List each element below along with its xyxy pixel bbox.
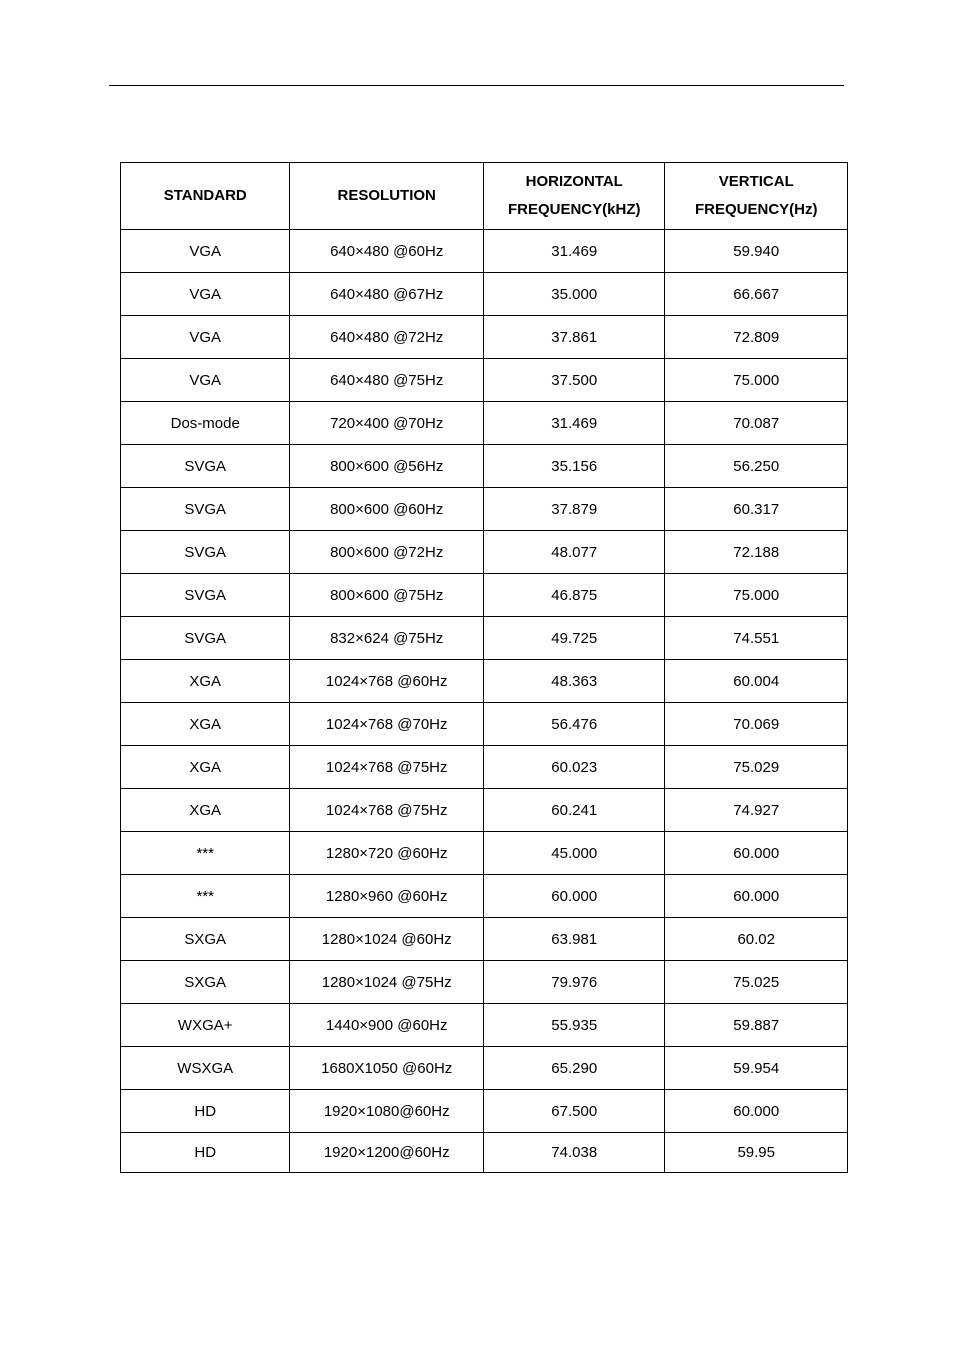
cell-standard: SVGA [121,531,290,574]
cell-vertical-frequency: 72.809 [665,316,848,359]
cell-horizontal-frequency: 60.241 [483,789,664,832]
cell-horizontal-frequency: 31.469 [483,402,664,445]
cell-vertical-frequency: 56.250 [665,445,848,488]
cell-vertical-frequency: 72.188 [665,531,848,574]
cell-resolution: 1024×768 @75Hz [290,789,484,832]
cell-resolution: 640×480 @75Hz [290,359,484,402]
cell-resolution: 1280×720 @60Hz [290,832,484,875]
table-body [121,230,848,1173]
cell-standard: VGA [121,316,290,359]
header-rule [109,85,844,86]
header-vertical-frequency: VERTICAL FREQUENCY(Hz) [665,163,848,230]
cell-standard: SVGA [121,488,290,531]
table-row [121,746,848,789]
cell-horizontal-frequency: 55.935 [483,1004,664,1047]
table-row [121,1047,848,1090]
cell-horizontal-frequency: 35.156 [483,445,664,488]
cell-standard: VGA [121,273,290,316]
cell-vertical-frequency: 75.029 [665,746,848,789]
cell-vertical-frequency: 74.927 [665,789,848,832]
cell-horizontal-frequency: 79.976 [483,961,664,1004]
cell-horizontal-frequency: 48.363 [483,660,664,703]
cell-resolution: 1680X1050 @60Hz [290,1047,484,1090]
cell-horizontal-frequency: 56.476 [483,703,664,746]
table-row [121,1090,848,1133]
cell-horizontal-frequency: 31.469 [483,230,664,273]
cell-vertical-frequency: 75.000 [665,574,848,617]
cell-vertical-frequency: 75.025 [665,961,848,1004]
cell-standard: SXGA [121,961,290,1004]
header-horizontal-frequency: HORIZONTAL FREQUENCY(kHZ) [483,163,664,230]
cell-resolution: 720×400 @70Hz [290,402,484,445]
cell-vertical-frequency: 59.954 [665,1047,848,1090]
cell-standard: WXGA+ [121,1004,290,1047]
header-standard: STANDARD [121,163,290,230]
cell-resolution: 1024×768 @70Hz [290,703,484,746]
cell-standard: SVGA [121,617,290,660]
cell-horizontal-frequency: 49.725 [483,617,664,660]
cell-resolution: 800×600 @72Hz [290,531,484,574]
cell-resolution: 640×480 @67Hz [290,273,484,316]
table-row [121,875,848,918]
cell-horizontal-frequency: 67.500 [483,1090,664,1133]
cell-standard: XGA [121,660,290,703]
cell-vertical-frequency: 60.000 [665,1090,848,1133]
cell-horizontal-frequency: 37.879 [483,488,664,531]
cell-standard: SVGA [121,574,290,617]
table-header-row [121,163,848,230]
cell-vertical-frequency: 60.317 [665,488,848,531]
cell-horizontal-frequency: 65.290 [483,1047,664,1090]
cell-standard: WSXGA [121,1047,290,1090]
cell-horizontal-frequency: 48.077 [483,531,664,574]
cell-standard: XGA [121,703,290,746]
table-row [121,1004,848,1047]
cell-resolution: 1024×768 @75Hz [290,746,484,789]
cell-standard: VGA [121,230,290,273]
cell-horizontal-frequency: 37.500 [483,359,664,402]
cell-standard: *** [121,832,290,875]
cell-horizontal-frequency: 46.875 [483,574,664,617]
cell-standard: HD [121,1133,290,1173]
cell-resolution: 800×600 @56Hz [290,445,484,488]
table-row [121,445,848,488]
cell-vertical-frequency: 74.551 [665,617,848,660]
table-row [121,531,848,574]
cell-horizontal-frequency: 74.038 [483,1133,664,1173]
cell-vertical-frequency: 60.004 [665,660,848,703]
cell-resolution: 832×624 @75Hz [290,617,484,660]
table-row [121,488,848,531]
cell-standard: SXGA [121,918,290,961]
cell-vertical-frequency: 60.000 [665,875,848,918]
cell-resolution: 640×480 @72Hz [290,316,484,359]
cell-resolution: 1024×768 @60Hz [290,660,484,703]
header-resolution: RESOLUTION [290,163,484,230]
cell-resolution: 1280×1024 @60Hz [290,918,484,961]
cell-resolution: 800×600 @60Hz [290,488,484,531]
cell-horizontal-frequency: 60.000 [483,875,664,918]
table-row [121,660,848,703]
preset-timing-table [120,162,848,1173]
cell-resolution: 1280×1024 @75Hz [290,961,484,1004]
table-row [121,617,848,660]
cell-vertical-frequency: 59.940 [665,230,848,273]
table-row [121,230,848,273]
cell-vertical-frequency: 70.087 [665,402,848,445]
table-row [121,359,848,402]
table-row [121,316,848,359]
cell-resolution: 1280×960 @60Hz [290,875,484,918]
cell-standard: XGA [121,789,290,832]
cell-standard: XGA [121,746,290,789]
cell-standard: Dos-mode [121,402,290,445]
table-row [121,1133,848,1173]
table-row [121,703,848,746]
cell-standard: SVGA [121,445,290,488]
cell-standard: *** [121,875,290,918]
table-row [121,918,848,961]
table-row [121,402,848,445]
cell-horizontal-frequency: 35.000 [483,273,664,316]
cell-vertical-frequency: 60.02 [665,918,848,961]
table-row [121,961,848,1004]
cell-standard: HD [121,1090,290,1133]
cell-resolution: 640×480 @60Hz [290,230,484,273]
cell-resolution: 800×600 @75Hz [290,574,484,617]
cell-horizontal-frequency: 45.000 [483,832,664,875]
table-row [121,273,848,316]
cell-vertical-frequency: 66.667 [665,273,848,316]
cell-resolution: 1920×1200@60Hz [290,1133,484,1173]
cell-resolution: 1440×900 @60Hz [290,1004,484,1047]
table-row [121,832,848,875]
cell-horizontal-frequency: 63.981 [483,918,664,961]
cell-vertical-frequency: 75.000 [665,359,848,402]
table-row [121,574,848,617]
cell-vertical-frequency: 59.95 [665,1133,848,1173]
cell-standard: VGA [121,359,290,402]
cell-resolution: 1920×1080@60Hz [290,1090,484,1133]
table-row [121,789,848,832]
cell-vertical-frequency: 59.887 [665,1004,848,1047]
cell-horizontal-frequency: 60.023 [483,746,664,789]
cell-horizontal-frequency: 37.861 [483,316,664,359]
cell-vertical-frequency: 60.000 [665,832,848,875]
cell-vertical-frequency: 70.069 [665,703,848,746]
